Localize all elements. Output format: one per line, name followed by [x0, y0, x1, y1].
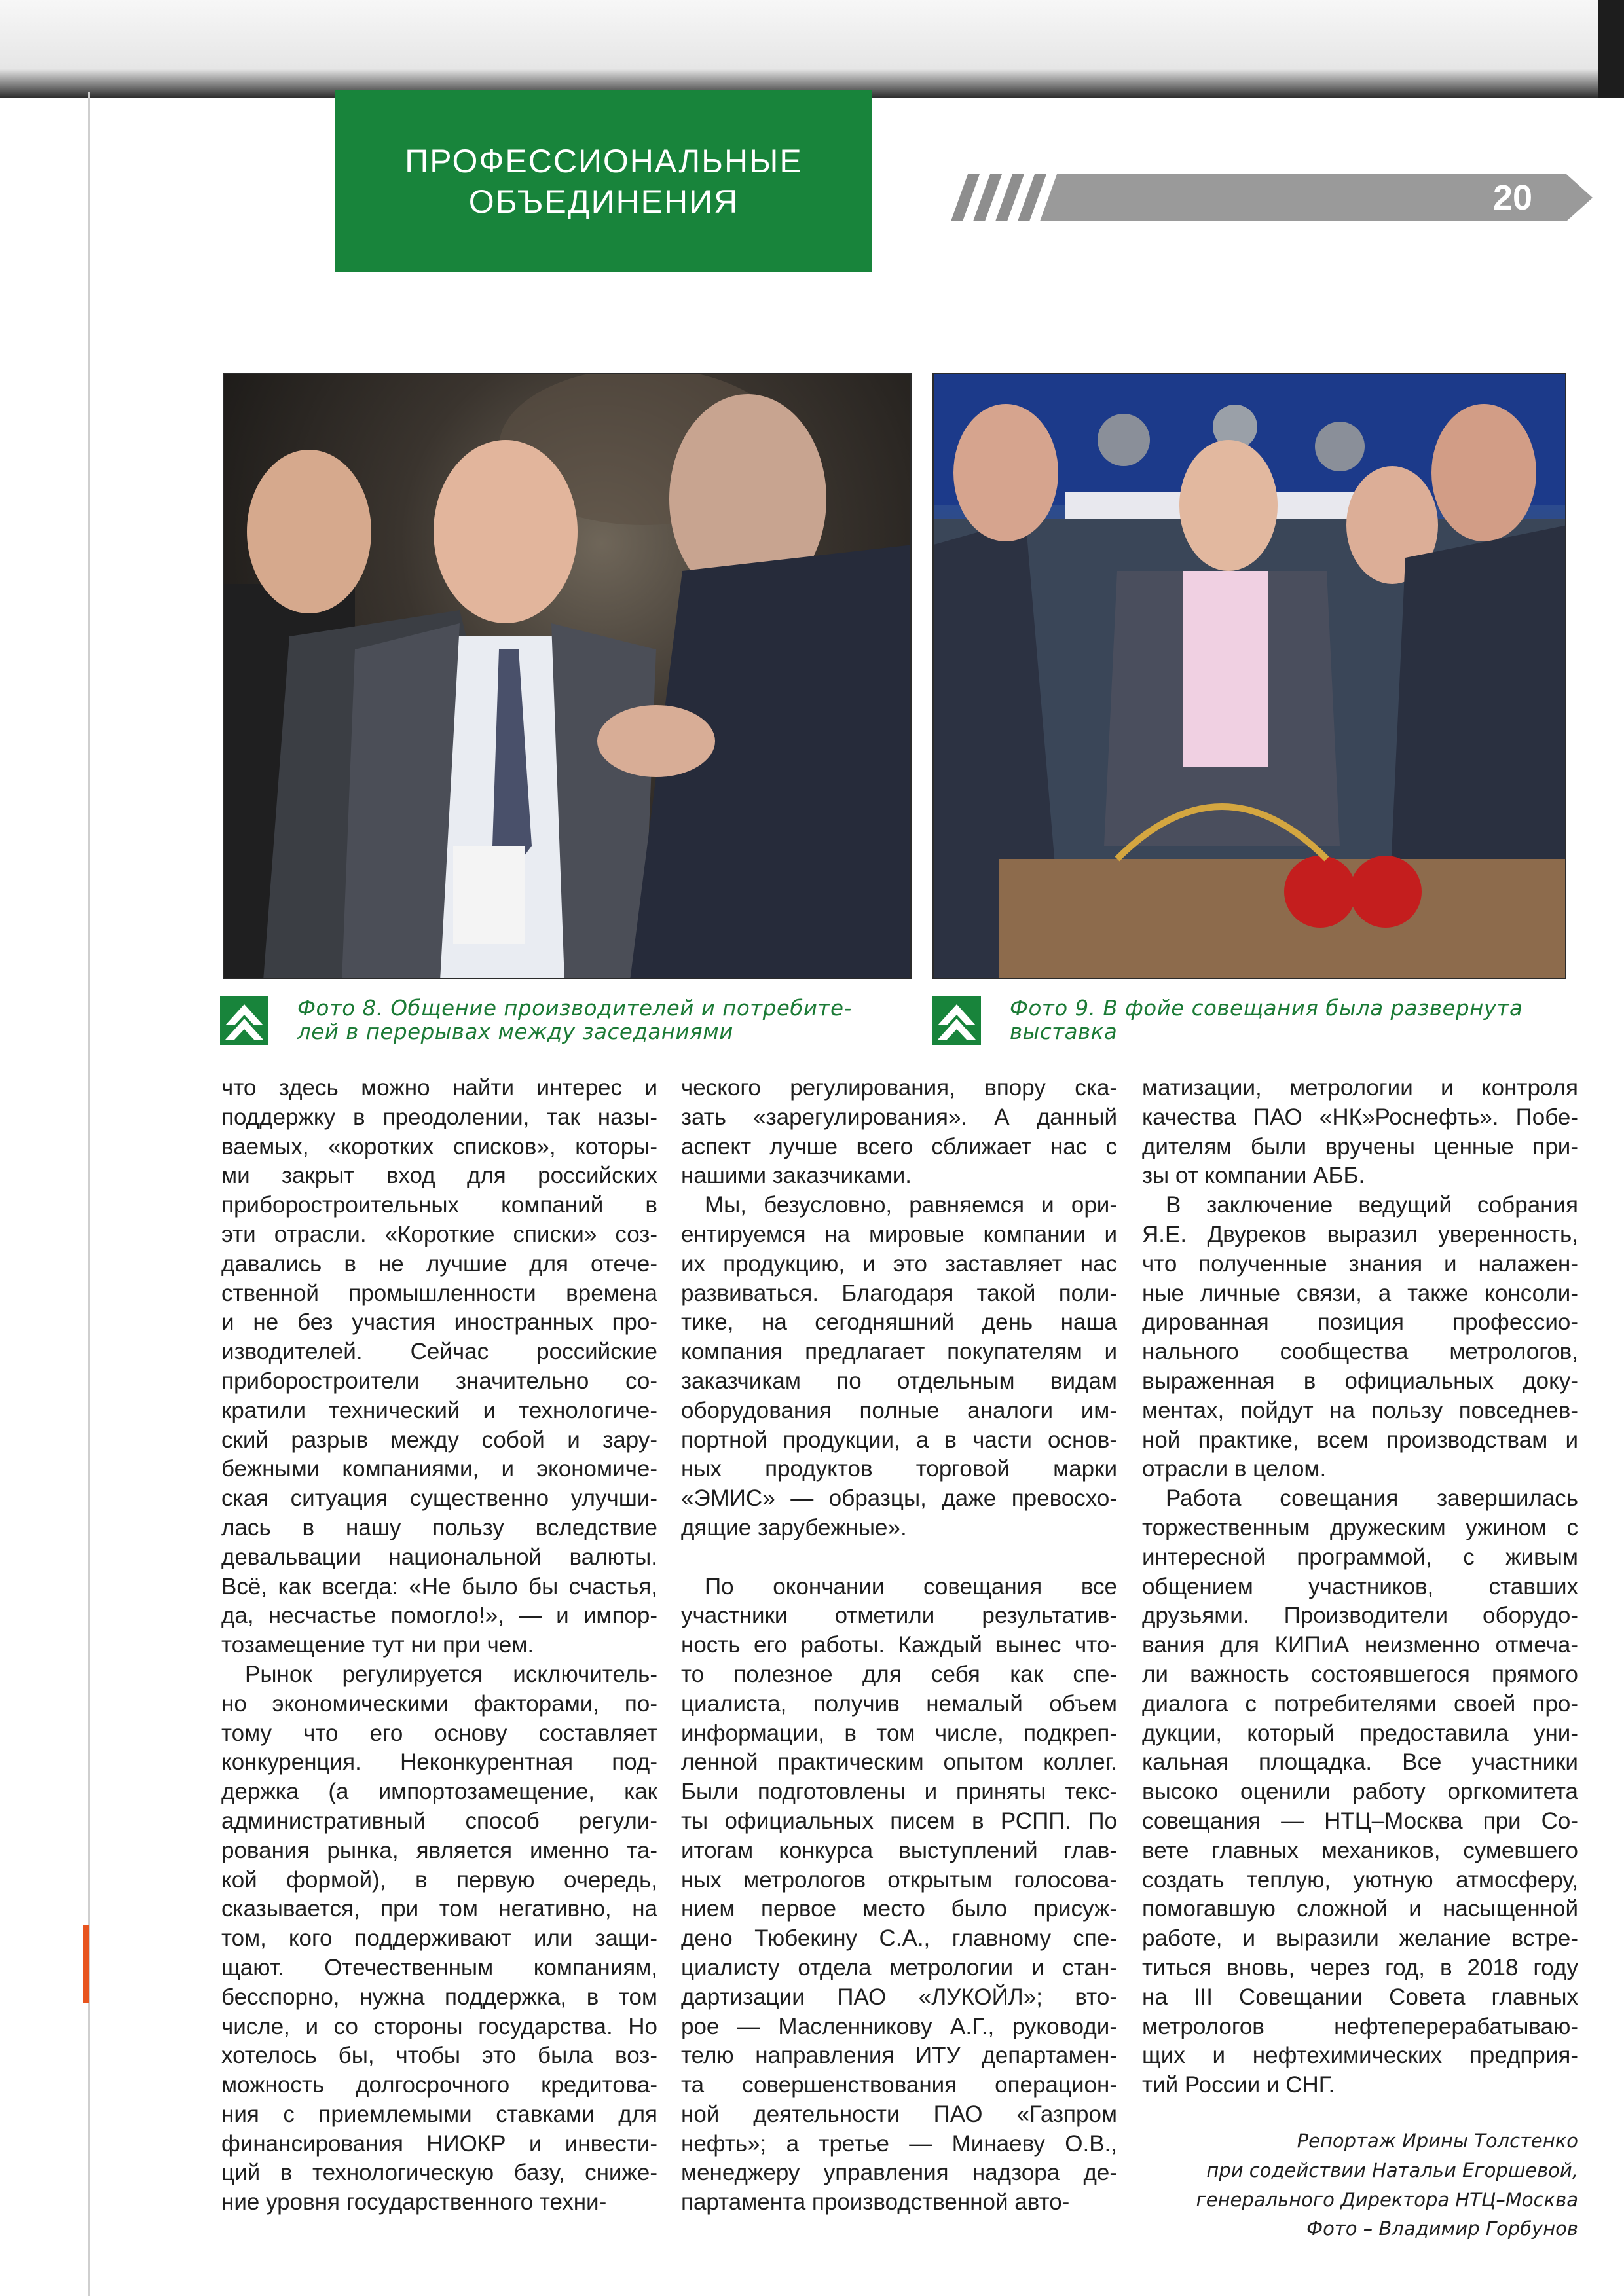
text-line: По окончании совещания все [705, 1573, 1117, 1599]
photo-9 [932, 373, 1566, 979]
text-line: лась в нашу пользу вследствие [221, 1514, 657, 1540]
article-credits [1142, 2126, 1578, 2244]
text-line: ли важность состоявшегося прямого [1142, 1661, 1578, 1687]
text-line: зать «зарегулирования». А данный [681, 1104, 1117, 1130]
text-line: ская ситуация существенно улучши- [221, 1485, 657, 1512]
text-line: интересной программой, с живым [1142, 1544, 1578, 1570]
text-line: административный способ регули- [221, 1808, 657, 1834]
text-line: на III Совещании Совета главных [1142, 1984, 1578, 2010]
text-line: развиваться. Благодаря такой поли- [681, 1280, 1117, 1306]
text-line: сказывается, при том негативно, на [221, 1896, 657, 1922]
section-title-line-2: ОБЪЕДИНЕНИЯ [468, 183, 739, 220]
text-line: выраженная в официальных доку- [1142, 1368, 1578, 1394]
text-column-2 [681, 1074, 1117, 2217]
text-line: компания предлагает покупателям и [681, 1339, 1117, 1365]
text-line: финансирования НИОКР и инвести- [221, 2130, 657, 2157]
text-line: бежными компаниями, и экономиче- [221, 1456, 657, 1482]
text-line: циалиста, получив немалый объем [681, 1690, 1117, 1717]
text-line: тий России и СНГ. [1142, 2072, 1335, 2098]
text-line: ные личные связи, а также консоли- [1142, 1280, 1578, 1306]
text-line: дукции, который предоставила уни- [1142, 1720, 1578, 1746]
text-line: ваемых, «коротких списков», которы- [221, 1133, 657, 1159]
edge-color-mark [83, 1925, 89, 2003]
text-line: рования рынка, является именно та- [221, 1837, 657, 1863]
text-line: аспект лучше всего сближает нас с [681, 1133, 1117, 1159]
text-line: портной продукции, а в части основ- [681, 1427, 1117, 1453]
text-line: матизации, метрологии и контроля [1142, 1075, 1578, 1101]
text-line: изводителей. Сейчас российские [221, 1339, 657, 1365]
text-line: Мы, безусловно, равняемся и ори- [705, 1192, 1117, 1218]
page-number: 20 [1492, 178, 1533, 217]
credit-line: Репортаж Ирины Толстенко [1297, 2130, 1578, 2152]
text-line: дартизации ПАО «ЛУКОЙЛ»; вто- [681, 1984, 1117, 2010]
text-line: нального сообщества метрологов, [1142, 1339, 1578, 1365]
text-line: ных метрологов открытым голосова- [681, 1867, 1117, 1893]
text-line: дящие зарубежные». [681, 1514, 907, 1540]
text-line: тому что его основу составляет [221, 1720, 657, 1746]
text-line: числе, и со стороны государства. Но [221, 2013, 657, 2039]
text-line: ной практике, всем производствам и [1142, 1427, 1578, 1453]
text-line: та совершенствования операцион- [681, 2072, 1117, 2098]
credit-line: Фото – Владимир Горбунов [1306, 2217, 1578, 2240]
section-header [335, 90, 872, 272]
text-line: их продукцию, и это заставляет нас [681, 1250, 1117, 1277]
text-line: тике, на сегодняшний день наша [681, 1309, 1117, 1336]
credit-line: при содействии Натальи Егоршевой, [1206, 2159, 1578, 2181]
text-line: Всё, как всегда: «Не было бы счастья, [221, 1573, 657, 1599]
text-line: участники отметили результатив- [681, 1603, 1117, 1629]
text-line: В заключение ведущий собрания [1166, 1192, 1578, 1218]
text-line: ной деятельности ПАО «Газпром [681, 2101, 1117, 2127]
text-line: общением участников, ставших [1142, 1573, 1578, 1599]
text-line: приборостроители значительно со- [221, 1368, 657, 1394]
text-line: помогавшую сложной и насыщенной [1142, 1896, 1578, 1922]
text-line: создать теплую, уютную атмосферу, [1142, 1867, 1578, 1893]
text-line: кальная площадка. Все участники [1142, 1749, 1578, 1776]
text-line: ми закрыт вход для российских [221, 1163, 657, 1189]
text-line: торжественным дружеским ужином с [1142, 1514, 1578, 1540]
text-line: можность долгосрочного кредитова- [221, 2072, 657, 2098]
text-line: качества ПАО «НК»Роснефть». Побе- [1142, 1104, 1578, 1130]
text-line: заказчикам по отдельным видам [681, 1368, 1117, 1394]
text-line: то полезное для себя как спе- [681, 1661, 1117, 1687]
photo-8-caption-text: Фото 8. Общение производителей и потребите- лей в перерывах между заседаниями [297, 996, 852, 1044]
credit-line: генерального Директора НТЦ–Москва [1196, 2188, 1578, 2211]
photo-9-image [934, 374, 1566, 979]
text-line: ентируемся на мировые компании и [681, 1221, 1117, 1247]
text-column-3 [1142, 1074, 1578, 2100]
green-chevron-up-icon [220, 996, 268, 1045]
text-line: ственной промышленности времена [221, 1280, 657, 1306]
text-line: нефть»; а третье — Минаеву О.В., [681, 2130, 1117, 2157]
text-line: да, несчастье помогло!», — и импор- [221, 1603, 657, 1629]
text-line: итогам конкурса выступлений глав- [681, 1837, 1117, 1863]
photo-9-caption-text: Фото 9. В фойе совещания была развернута выставка [1010, 996, 1523, 1044]
text-line: ментах, пойдут на пользу повседнев- [1142, 1397, 1578, 1423]
text-line: оборудования полные аналоги им- [681, 1397, 1117, 1423]
text-line: кратили технический и технологиче- [221, 1397, 657, 1423]
text-line: тозамещение тут ни при чем. [221, 1632, 534, 1658]
text-line: что полученные знания и налажен- [1142, 1250, 1578, 1277]
text-line: но экономическими факторами, по- [221, 1690, 657, 1717]
text-line: Были подготовлены и приняты текс- [681, 1779, 1117, 1805]
text-line: ций в технологическую базу, сниже- [221, 2160, 657, 2186]
text-line: давались в не лучшие для отече- [221, 1250, 657, 1277]
photo-8 [223, 373, 912, 979]
text-line: вете главных механиков, сумевшего [1142, 1837, 1578, 1863]
text-line: том, кого поддерживают или защи- [221, 1925, 657, 1952]
text-line: дено Тюбекину С.А., главному спе- [681, 1925, 1117, 1952]
text-line: девальвации национальной валюты. [221, 1544, 657, 1570]
text-line: Я.Е. Двуреков выразил уверенность, [1142, 1221, 1578, 1247]
text-line: поддержку в преодолении, так назы- [221, 1104, 657, 1130]
text-line: партамента производственной авто- [681, 2189, 1070, 2215]
text-line: Рынок регулируется исключитель- [245, 1661, 657, 1687]
text-line: и не без участия иностранных про- [221, 1309, 657, 1336]
text-line: ние уровня государственного техни- [221, 2189, 607, 2215]
text-line: держка (а импортозамещение, как [221, 1779, 657, 1805]
text-line: отрасли в целом. [1142, 1456, 1327, 1482]
text-line: вания для КИПиА неизменно отмеча- [1142, 1632, 1578, 1658]
text-line: приборостроительных компаний в [221, 1192, 657, 1218]
photo-8-caption [220, 996, 914, 1049]
text-line: ский разрыв между собой и зару- [221, 1427, 657, 1453]
text-line: ческого регулирования, впору ска- [681, 1075, 1117, 1101]
text-line: ных продуктов торговой марки [681, 1456, 1117, 1482]
text-line: кой формой), в первую очередь, [221, 1867, 657, 1893]
text-line: менеджеру управления надзора де- [681, 2160, 1117, 2186]
text-line: щают. Отечественным компаниям, [221, 1954, 657, 1980]
text-line: что здесь можно найти интерес и [221, 1075, 657, 1101]
text-line: щих и нефтехимических предприя- [1142, 2043, 1578, 2069]
text-line: совещания — НТЦ–Москва при Со- [1142, 1808, 1578, 1834]
paragraph-gap [681, 1543, 1117, 1573]
text-line: дителям были вручены ценные при- [1142, 1133, 1578, 1159]
text-line: рое — Масленникову А.Г., руководи- [681, 2013, 1117, 2039]
scan-top-border [0, 0, 1624, 98]
section-title-line-1: ПРОФЕССИОНАЛЬНЫЕ [405, 143, 803, 179]
text-line: нашими заказчиками. [681, 1163, 912, 1189]
text-line: телю направления ИТУ департамен- [681, 2043, 1117, 2069]
text-line: работе, и выразили желание встре- [1142, 1925, 1578, 1952]
text-line: диалога с потребителями своей про- [1142, 1690, 1578, 1717]
text-line: хотелось бы, чтобы это была воз- [221, 2043, 657, 2069]
text-line: дированная позиция профессио- [1142, 1309, 1578, 1336]
green-chevron-up-icon [932, 996, 981, 1045]
text-line: бесспорно, нужна поддержка, в том [221, 1984, 657, 2010]
photo-8-image [224, 374, 912, 979]
text-line: ность его работы. Каждый вынес что- [681, 1632, 1117, 1658]
text-line: ленной практическим опытом коллег. [681, 1749, 1117, 1776]
text-line: зы от компании АББ. [1142, 1163, 1365, 1189]
text-line: нием первое место было присуж- [681, 1896, 1117, 1922]
photo-9-caption [932, 996, 1581, 1049]
text-line: титься вновь, через год, в 2018 году [1142, 1954, 1578, 1980]
text-line: ты официальных писем в РСПП. По [681, 1808, 1117, 1834]
text-line: конкуренция. Неконкурентная под- [221, 1749, 657, 1776]
text-column-1 [221, 1074, 657, 2217]
text-line: ния с приемлемыми ставками для [221, 2101, 657, 2127]
text-line: эти отрасли. «Короткие списки» соз- [221, 1221, 657, 1247]
text-line: Работа совещания завершилась [1166, 1485, 1578, 1512]
scan-shadow [1598, 0, 1624, 98]
text-line: «ЭМИС» — образцы, даже превосхо- [681, 1485, 1117, 1512]
text-line: циалисту отдела метрологии и стан- [681, 1954, 1117, 1980]
text-line: высоко оценили работу оргкомитета [1142, 1779, 1578, 1805]
text-line: информации, в том числе, подкреп- [681, 1720, 1117, 1746]
text-line: метрологов нефтеперерабатываю- [1142, 2013, 1578, 2039]
text-line: друзьями. Производители оборудо- [1142, 1603, 1578, 1629]
